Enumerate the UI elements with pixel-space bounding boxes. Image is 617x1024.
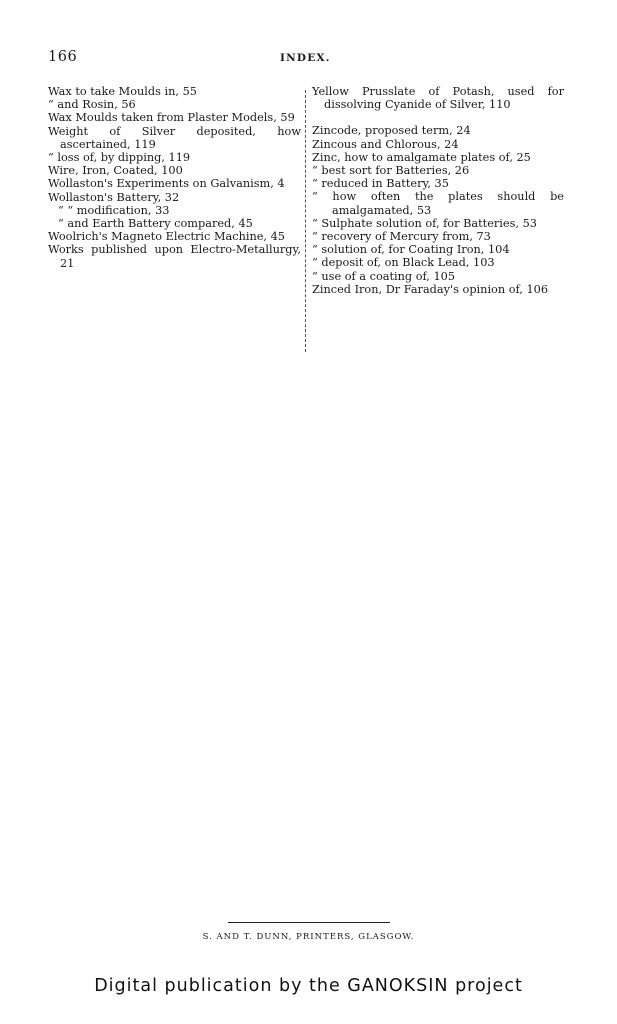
index-entry: Zinced Iron, Dr Faraday's opinion of, 106 — [312, 282, 549, 296]
index-entry: Wax Moulds taken from Plaster Models, 59 — [48, 111, 295, 125]
printer-imprint: S. AND T. DUNN, PRINTERS, GLASGOW. — [202, 932, 415, 942]
index-subentry: “ and Rosin, 56 — [48, 98, 136, 112]
index-subentry: “ and Earth Battery compared, 45 — [58, 217, 253, 231]
index-entry: Zincous and Chlorous, 24 — [312, 137, 459, 151]
page-number: 166 — [48, 49, 78, 65]
imprint-rule — [228, 922, 390, 923]
index-subentry: “ reduced in Battery, 35 — [312, 177, 449, 191]
index-entry: Works published upon Electro-Metallurgy, 21 — [48, 243, 301, 270]
index-entry: Yellow Prusslate of Potash, used for dissolving Cyanide of Silver, 110 — [312, 85, 564, 112]
index-entry: Wollaston's Battery, 32 — [48, 190, 180, 204]
index-subentry: “ how often the plates should be amalgamated, 53 — [312, 190, 564, 217]
footer-credit: Digital publication by the GANOKSIN project — [94, 976, 523, 996]
index-subentry: “ best sort for Batteries, 26 — [312, 164, 470, 178]
index-entry: Weight of Silver deposited, how ascertained, 119 — [48, 124, 301, 151]
index-entry: Zinc, how to amalgamate plates of, 25 — [312, 150, 531, 164]
index-subentry: “ use of a coating of, 105 — [312, 269, 456, 283]
column-divider — [305, 90, 306, 352]
index-subentry: “ “ modification, 33 — [58, 203, 170, 217]
index-entry: Zincode, proposed term, 24 — [312, 124, 471, 138]
index-subentry: “ deposit of, on Black Lead, 103 — [312, 256, 495, 270]
index-entry: Woolrich's Magneto Electric Machine, 45 — [48, 230, 285, 244]
index-entry: Wax to take Moulds in, 55 — [48, 85, 197, 98]
index-right-column — [312, 85, 564, 296]
running-head: INDEX. — [280, 52, 331, 64]
index-subentry: “ loss of, by dipping, 119 — [48, 151, 191, 165]
index-entry: Wire, Iron, Coated, 100 — [48, 164, 183, 178]
index-entry: Wollaston's Experiments on Galvanism, 4 — [48, 177, 285, 191]
index-subentry: “ recovery of Mercury from, 73 — [312, 230, 491, 244]
index-subentry: “ Sulphate solution of, for Batteries, 53 — [312, 216, 537, 230]
index-left-column — [48, 85, 301, 270]
index-subentry: “ solution of, for Coating Iron, 104 — [312, 243, 510, 257]
